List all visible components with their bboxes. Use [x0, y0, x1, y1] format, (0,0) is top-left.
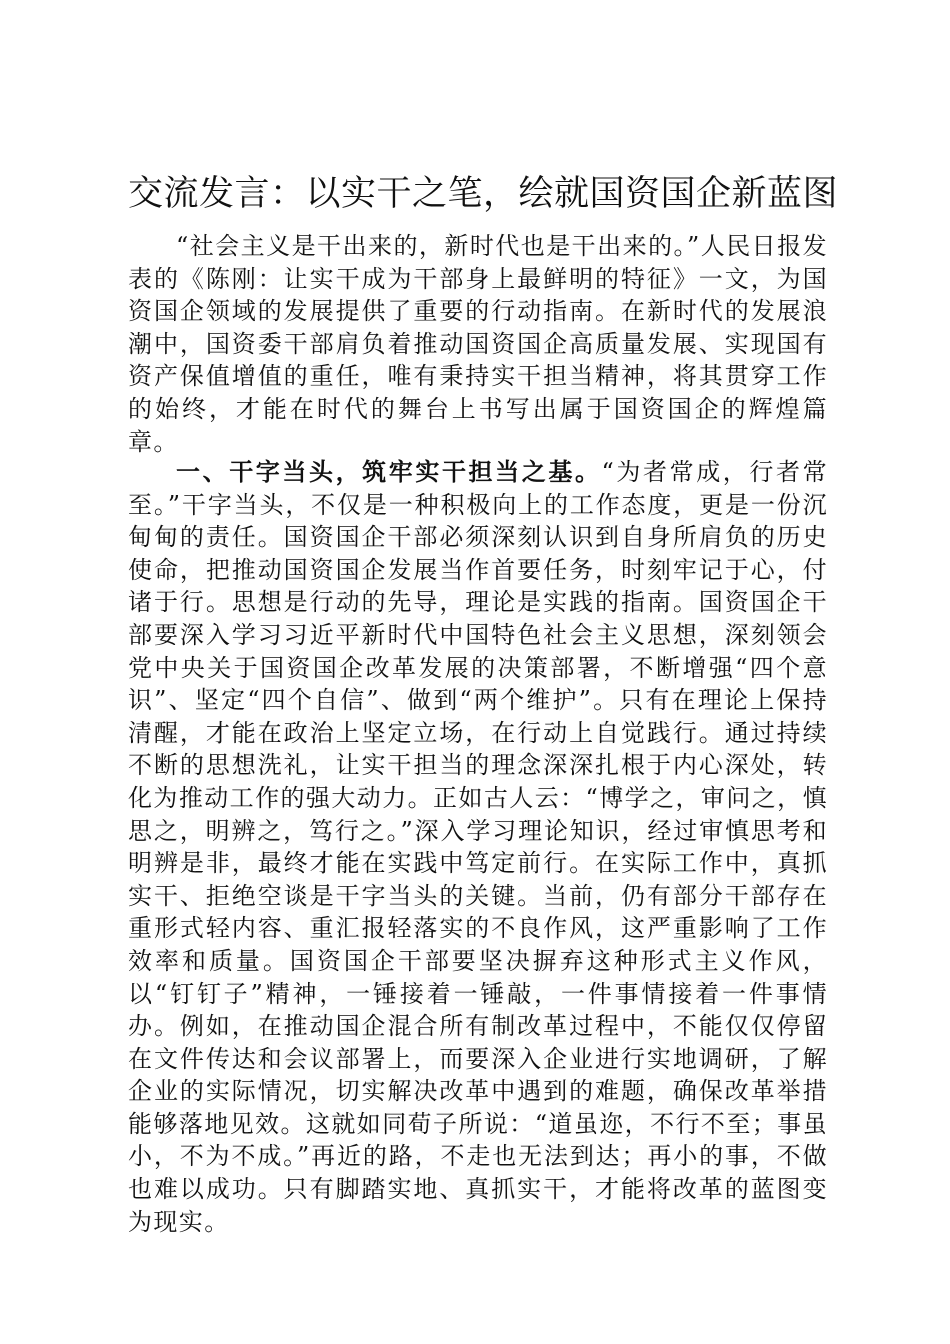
section-one-text: “为者常成，行者常至。”干字当头，不仅是一种积极向上的工作态度，更是一份沉甸甸的责任。国资国企干部必须深刻认识到自身所肩负的历史使命，把推动国资国企发展当作首要任务，时刻牢记于心，付诸于行。思想是行动的先导，理论是实践的指南。国资国企干部要深入学习习近平新时代中国特色社会主义思想，深刻领会党中央关于国资国企改革发展的决策部署，不断增强“四个意识”、坚定“四个自信”、做到“两个维护”。只有在理论上保持清醒，才能在政治上坚定立场，在行动上自觉践行。通过持续不断的思想洗礼，让实干担当的理念深深扎根于内心深处，转化为推动工作的强大动力。正如古人云：“博学之，审问之，慎思之，明辨之，笃行之。”深入学习理论知识，经过审慎思考和明辨是非，最终才能在实践中笃定前行。在实际工作中，真抓实干、拒绝空谈是干字当头的关键。当前，仍有部分干部存在重形式轻内容、重汇报轻落实的不良作风，这严重影响了工作效率和质量。国资国企干部要坚决摒弃这种形式主义作风，以“钉钉子”精神，一锤接着一锤敲，一件事情接着一件事情办。例如，在推动国企混合所有制改革过程中，不能仅仅停留在文件传达和会议部署上，而要深入企业进行实地调研，了解企业的实际情况，切实解决改革中遇到的难题，确保改革举措能够落地见效。这就如同荀子所说：“道虽迩，不行不至；事虽小，不为不成。”再近的路，不走也无法到达；再小的事，不做也难以成功。只有脚踏实地、真抓实干，才能将改革的蓝图变为现实。 — [128, 458, 828, 1236]
section-one-heading: 一、干字当头，筑牢实干担当之基。 — [176, 457, 602, 486]
intro-paragraph-text: “社会主义是干出来的，新时代也是干出来的。”人民日报发表的《陈刚：让实干成为干部身上最鲜明的特征》一文，为国资国企领域的发展提供了重要的行动指南。在新时代的发展浪潮中，国资委干部肩负着推动国资国企高质量发展、实现国有资产保值增值的重任，唯有秉持实干担当精神，将其贯穿工作的始终，才能在时代的舞台上书写出属于国资国企的辉煌篇章。 — [128, 232, 828, 456]
intro-paragraph — [128, 230, 828, 458]
document-title: 交流发言：以实干之笔，绘就国资国企新蓝图 — [128, 174, 839, 214]
section-one-paragraph — [128, 456, 828, 1238]
